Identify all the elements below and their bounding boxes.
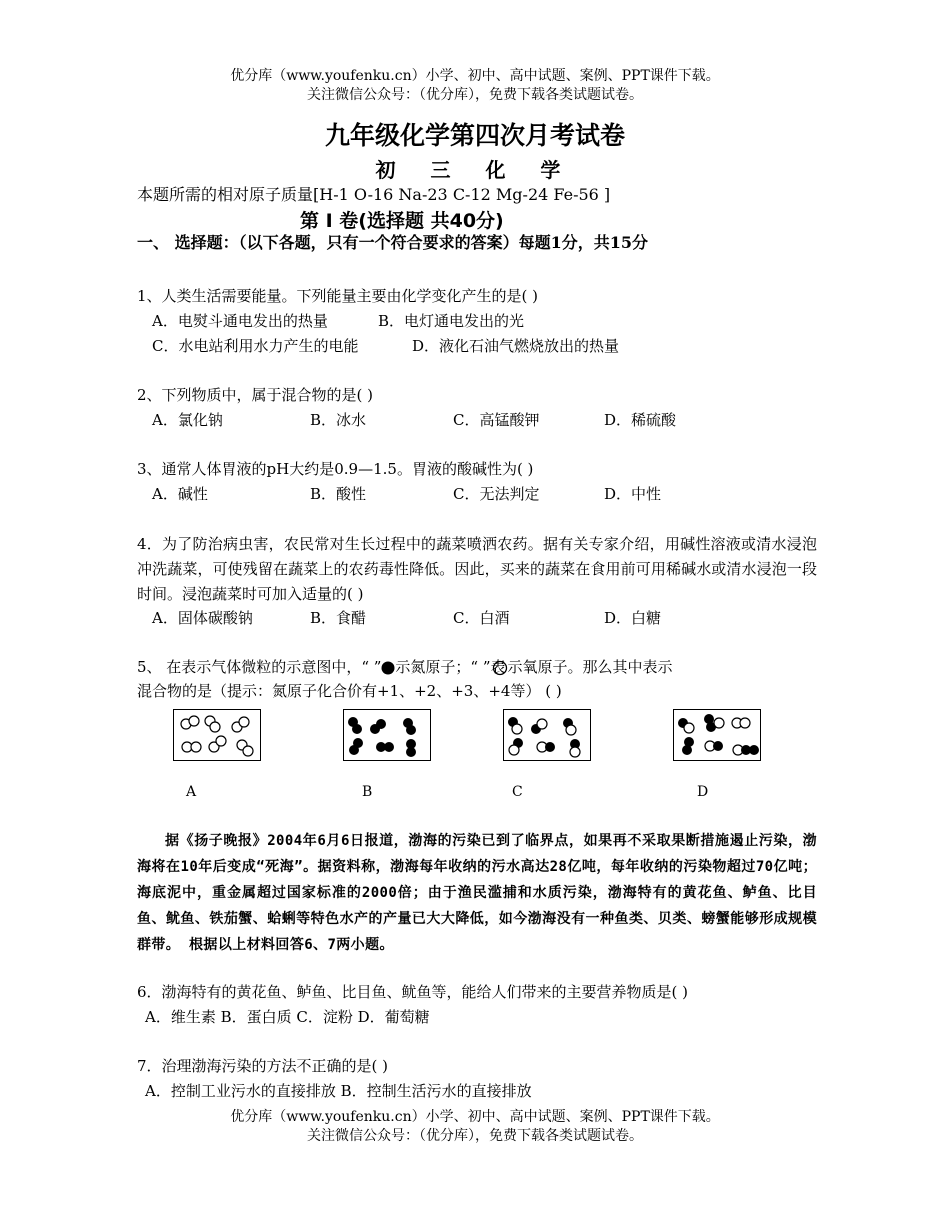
diagram-label-b: B (362, 784, 373, 800)
q1-option-d: D．液化石油气燃烧放出的热量 (412, 337, 620, 355)
q7-options: A．控制工业污水的直接排放 B．控制生活污水的直接排放 (145, 1082, 532, 1100)
diagram-c (503, 709, 591, 761)
q3-option-c: C．无法判定 (453, 485, 540, 503)
footer-line-2: 关注微信公众号：（优分库），免费下载各类试题试卷。 (307, 1128, 643, 1144)
q6-options: A．维生素 B．蛋白质 C．淀粉 D．葡萄糖 (145, 1008, 430, 1026)
diagram-b-particles (344, 710, 432, 762)
q4-option-c: C．白酒 (453, 609, 510, 627)
nitrogen-atom-icon (381, 661, 395, 675)
q1-stem: 1、人类生活需要能量。下列能量主要由化学变化产生的是( ) (137, 287, 539, 305)
q3-stem: 3、通常人体胃液的pH大约是0.9—1.5。胃液的酸碱性为( ) (137, 460, 534, 478)
q1-option-c: C．水电站利用水力产生的电能 (152, 337, 359, 355)
q1-option-b: B．电灯通电发出的光 (378, 312, 525, 330)
diagram-b (343, 709, 431, 761)
diagram-label-d: D (697, 784, 709, 800)
q2-option-d: D．稀硫酸 (604, 411, 677, 429)
q3-option-a: A．碱性 (152, 485, 208, 503)
diagram-a-particles (174, 710, 262, 762)
q4-option-a: A．固体碳酸钠 (152, 609, 253, 627)
q3-option-d: D．中性 (604, 485, 662, 503)
q2-stem: 2、下列物质中，属于混合物的是( ) (137, 386, 374, 404)
q2-option-a: A．氯化钠 (152, 411, 223, 429)
q5-stem-part-1: 5、 在表示气体微粒的示意图中，“ ” (137, 658, 382, 676)
footer-line-1: 优分库（www.youfenku.cn）小学、初中、高中试题、案例、PPT课件下载。 (230, 1109, 720, 1125)
header-line-2: 关注微信公众号：（优分库），免费下载各类试题试卷。 (307, 87, 643, 103)
reading-passage (137, 828, 817, 958)
q3-option-b: B．酸性 (310, 485, 367, 503)
q5-stem-part-2: 示氮原子；“ ”表 (395, 658, 506, 676)
diagram-d (673, 709, 761, 761)
q7-stem: 7．治理渤海污染的方法不正确的是( ) (137, 1057, 389, 1075)
diagram-label-a: A (186, 784, 197, 800)
diagram-d-particles (674, 710, 762, 762)
section-title: 第 Ⅰ 卷(选择题 共40分) (300, 210, 504, 232)
section-part-1: 一、 选择题：（以下各题，只有一个符合要求的答案）每题1分，共15分 (137, 233, 648, 252)
q5-stem-line-2: 混合物的是（提示：氮原子化合价有+1、+2、+3、+4等） ( ) (137, 682, 562, 700)
atomic-masses: 本题所需的相对原子质量[H-1 O-16 Na-23 C-12 Mg-24 Fe-56 ] (137, 185, 611, 204)
q4-option-b: B．食醋 (310, 609, 367, 627)
oxygen-atom-icon (492, 660, 508, 676)
diagram-c-particles (504, 710, 592, 762)
diagram-a (173, 709, 261, 761)
header-line-1: 优分库（www.youfenku.cn）小学、初中、高中试题、案例、PPT课件下载。 (230, 68, 720, 84)
q4-stem: 4．为了防治病虫害，农民常对生长过程中的蔬菜喷洒农药。据有关专家介绍，用碱性溶液或清水浸泡冲洗蔬菜，可使残留在蔬菜上的农药毒性降低。因此，买来的蔬菜在食用前可用稀碱水或清水浸泡一段时间。浸泡蔬菜时可加入适量的( ) (137, 535, 817, 603)
passage-text: 据《扬子晚报》2004年6月6日报道，渤海的污染已到了临界点，如果再不采取果断措施遏止污染，渤海将在10年后变成“死海”。据资料称，渤海每年收纳的污水高达28亿吨，每年收纳的污染物超过70亿吨；海底泥中，重金属超过国家标准的2000倍；由于渔民滥捕和水质污染，渤海特有的黄花鱼、鲈鱼、比目鱼、鱿鱼、铁茄蟹、蛤蜊等特色水产的产量已大大降低，如今渤海没有一种鱼类、贝类、螃蟹能够形成规模群带。 根据以上材料回答6、7两小题。 (137, 833, 817, 953)
q2-option-c: C．高锰酸钾 (453, 411, 540, 429)
q2-option-b: B．冰水 (310, 411, 367, 429)
q1-option-a: A．电熨斗通电发出的热量 (152, 312, 328, 330)
q4-option-d: D．白糖 (604, 609, 662, 627)
q5-stem-part-3: 示氧原子。那么其中表示 (507, 658, 673, 676)
page-subtitle: 初 三 化 学 (375, 158, 575, 182)
q6-stem: 6．渤海特有的黄花鱼、鲈鱼、比目鱼、鱿鱼等，能给人们带来的主要营养物质是( ) (137, 983, 689, 1001)
q5-stem-line-1 (137, 656, 673, 678)
page-title: 九年级化学第四次月考试卷 (324, 121, 625, 150)
diagram-label-c: C (512, 784, 523, 800)
